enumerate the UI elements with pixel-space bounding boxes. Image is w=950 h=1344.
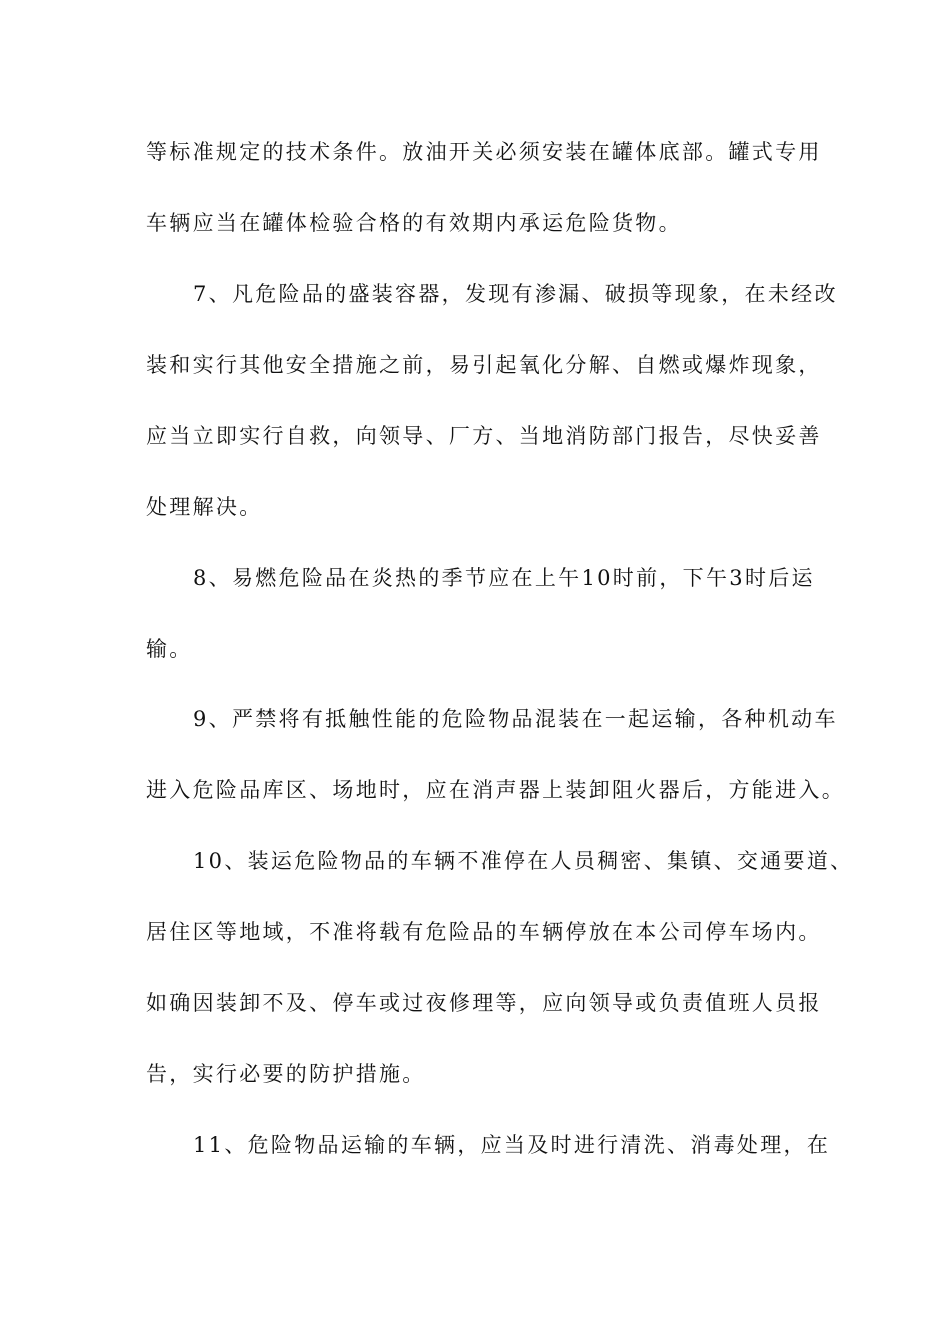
text-line: 应当立即实行自救，向领导、厂方、当地消防部门报告，尽快妥善 xyxy=(146,424,822,448)
paragraph-7-start: 7、凡危险品的盛装容器，发现有渗漏、破损等现象，在未经改 xyxy=(193,282,838,306)
text-line: 进入危险品库区、场地时，应在消声器上装卸阻火器后，方能进入。 xyxy=(146,778,845,802)
text-line: 车辆应当在罐体检验合格的有效期内承运危险货物。 xyxy=(146,211,682,235)
text-line: 告，实行必要的防护措施。 xyxy=(146,1062,426,1086)
paragraph-10-start: 10、装运危险物品的车辆不准停在人员稠密、集镇、交通要道、 xyxy=(193,849,854,873)
text-line: 输。 xyxy=(146,637,193,661)
paragraph-11-start: 11、危险物品运输的车辆，应当及时进行清洗、消毒处理，在 xyxy=(193,1133,831,1157)
paragraph-9-start: 9、严禁将有抵触性能的危险物品混装在一起运输，各种机动车 xyxy=(193,707,838,731)
text-line: 等标准规定的技术条件。放油开关必须安装在罐体底部。罐式专用 xyxy=(146,140,822,164)
paragraph-8-start: 8、易燃危险品在炎热的季节应在上午10时前，下午3时后运 xyxy=(193,566,815,590)
text-line: 处理解决。 xyxy=(146,495,263,519)
text-line: 居住区等地域，不准将载有危险品的车辆停放在本公司停车场内。 xyxy=(146,920,822,944)
text-line: 如确因装卸不及、停车或过夜修理等，应向领导或负责值班人员报 xyxy=(146,991,822,1015)
text-line: 装和实行其他安全措施之前，易引起氧化分解、自燃或爆炸现象， xyxy=(146,353,822,377)
